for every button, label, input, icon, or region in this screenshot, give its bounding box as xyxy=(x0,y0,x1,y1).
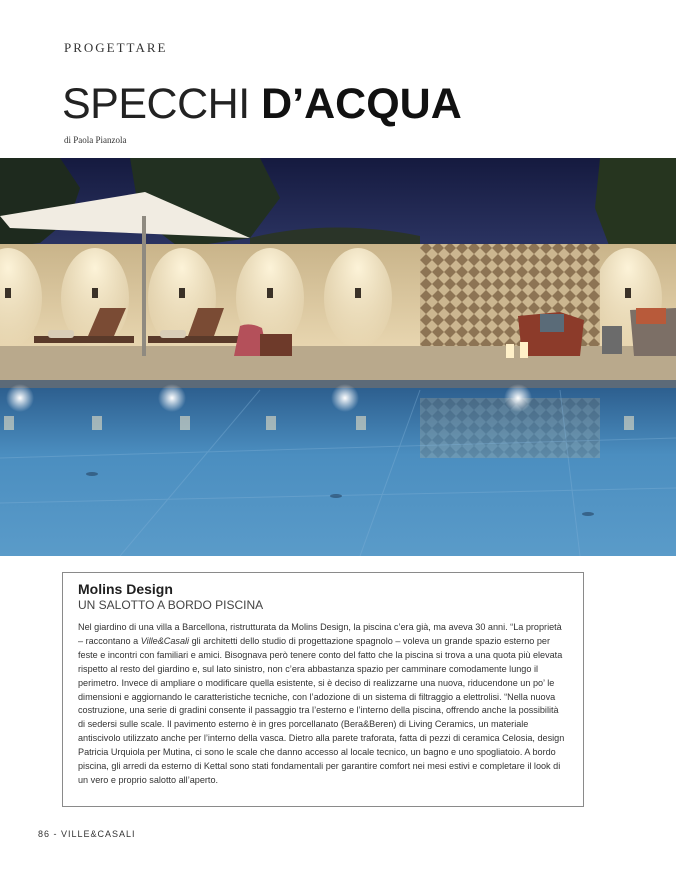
page-title xyxy=(62,80,462,128)
sidebar-body xyxy=(78,621,568,788)
sidebar-body-part-2: gli architetti dello studio di progettazione spagnolo – voleva un grande spazio esterno per feste e incontri con familiari e amici. Bisognava però tenere conto del fatto che la piscina si trova a una quota più elevata rispetto al resto del giardino e, sul lato sinistro, non c’era abbastanza spazio per camminare comodamente lungo il perimetro. Invece di ampliare o modificare quella esistente, si è deciso di realizzarne una nuova, riducendone un po’ le dimensioni e aggiornando le caratteristiche tecniche, con l’adozione di un sistema di filtraggio a elettrolisi. “Nella nuova costruzione, una serie di gradini consente il passaggio tra l’esterno e l’interno della piscina, offrendo anche la possibilità di sedersi sulle scale. Il pavimento esterno è in gres porcellanato (Bera&Beren) di Living Ceramics, un materiale antiscivolo utilizzato anche per l’interno della vasca. Dietro alla parete traforata, fatta di pezzi di ceramica Celosia, design Patricia Urquiola per Mutina, ci sono le scale che danno accesso al locale tecnico, un bagno e uno spogliatoio. A bordo piscina, gli arredi da esterno di Kettal sono stati fondamentali per garantire comfort nei mesi estivi e completare il look di un vero e proprio salotto all’aperto. xyxy=(78,635,565,785)
sidebar-body-part-1: Nel giardino di una villa a Barcellona, ristrutturata da Molins Design, la piscina c’era già, ma aveva 30 anni. “La proprietà – raccontano a xyxy=(78,622,562,646)
title-light-part: SPECCHI xyxy=(62,80,262,128)
sidebar-subtitle: UN SALOTTO A BORDO PISCINA xyxy=(78,598,264,612)
sidebar-title: Molins Design xyxy=(78,581,173,597)
page-folio: 86 - VILLE&CASALI xyxy=(38,829,136,839)
sidebar-body-magazine-name: Ville&Casali xyxy=(140,635,190,646)
byline: di Paola Pianzola xyxy=(64,135,127,145)
pool-night-illustration xyxy=(0,158,676,556)
section-label: PROGETTARE xyxy=(64,40,168,55)
hero-photo xyxy=(0,158,676,556)
sidebar-box xyxy=(62,572,584,807)
title-bold-part: D’ACQUA xyxy=(261,80,462,128)
